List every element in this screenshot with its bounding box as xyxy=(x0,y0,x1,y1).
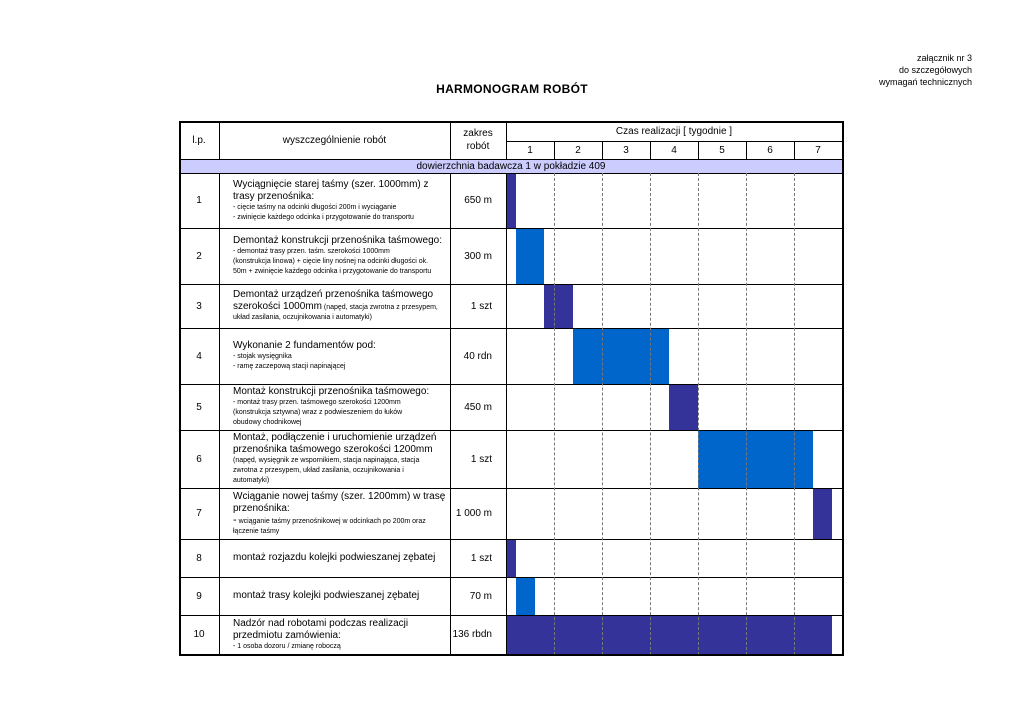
week-gridline xyxy=(794,173,795,655)
header-week-line xyxy=(698,141,699,159)
row-quantity: 70 m xyxy=(469,590,492,602)
row-divider xyxy=(179,228,843,229)
row-main-label: Wciąganie nowej taśmy (szer. 1200mm) w trasę przenośnika: xyxy=(233,490,446,514)
header-week-line xyxy=(650,141,651,159)
gantt-bar-3 xyxy=(544,284,573,328)
section-header: dowierzchnia badawcza 1 w pokładzie 409 xyxy=(180,159,842,173)
row-main-label: Demontaż urządzeń przenośnika taśmowego szerokości 1000mm xyxy=(233,289,434,312)
row-sub-text xyxy=(233,398,402,428)
row-sub-label: - cięcie taśmy na odcinki długości 200m i wyciąganie - zwinięcie każdego odcinka i przygotowanie do transportu xyxy=(233,203,414,221)
week-gridline xyxy=(602,173,603,655)
row-number: 8 xyxy=(196,552,202,564)
header-scope xyxy=(450,121,506,159)
row-divider xyxy=(179,328,843,329)
row-number: 2 xyxy=(196,250,202,262)
header-description: wyszczególnienie robót xyxy=(282,134,387,146)
row-main-text xyxy=(233,491,448,515)
row-sub-label: - demontaż trasy przen. taśm. szerokości 1000mm (konstrukcja linowa) + cięcie liny nośnej na odcinki długości ok. 50m + zwinięcie każdego odcinka i przygotowanie do transportu xyxy=(233,248,432,275)
row-main-label: Wykonanie 2 fundamentów pod: xyxy=(233,340,376,351)
frame-right xyxy=(842,121,844,656)
header-week-3: 3 xyxy=(623,144,629,156)
row-quantity: 450 m xyxy=(464,401,492,413)
row-divider xyxy=(179,284,843,285)
gantt-bar-2 xyxy=(516,228,545,284)
col-divider-lp xyxy=(219,121,220,159)
row-main-label: Montaż, podłączenie i uruchomienie urządzeń przenośnika taśmowego szerokości 1200mm xyxy=(233,432,437,455)
row-main-text xyxy=(233,432,448,456)
row-quantity: 1 szt xyxy=(470,300,492,312)
row-sub-label: - montaż trasy przen. taśmowego szerokości 1200mm (konstrukcja sztywna) wraz z podwieszeniem do łuków obudowy chodnikowej xyxy=(233,399,403,426)
row-sub-text xyxy=(233,352,345,372)
row-divider xyxy=(179,430,843,431)
schedule-table xyxy=(179,121,843,655)
header-bottom-line xyxy=(179,159,843,160)
header-week-6: 6 xyxy=(767,144,773,156)
header-time: Czas realizacji [ tygodnie ] xyxy=(615,125,733,137)
row-divider xyxy=(179,488,843,489)
row-quantity: 1 000 m xyxy=(455,508,492,519)
frame-bottom xyxy=(179,654,843,656)
gantt-bar-8 xyxy=(506,539,516,577)
header-scope-line1: zakres xyxy=(463,128,493,139)
header-week-line xyxy=(746,141,747,159)
col-divider-lp xyxy=(219,173,220,655)
row-sub-text xyxy=(233,203,414,223)
row-divider xyxy=(179,615,843,616)
row-main-label: Nadzór nad robotami podczas realizacji przedmiotu zamówienia: xyxy=(233,617,409,641)
row-quantity: 1 szt xyxy=(470,552,492,564)
row-sub-text xyxy=(233,456,419,486)
row-sub-text xyxy=(233,313,372,323)
row-divider xyxy=(179,577,843,578)
header-lp: l.p. xyxy=(192,134,206,146)
row-main-label: Demontaż konstrukcji przenośnika taśmowego: xyxy=(233,235,442,246)
col-divider-desc xyxy=(450,173,451,655)
row-number: 1 xyxy=(196,195,202,206)
row-main-text xyxy=(233,340,376,352)
row-main-text xyxy=(233,552,435,564)
row-number: 10 xyxy=(193,629,205,640)
gantt-bar-4 xyxy=(573,328,669,384)
row-sub-text xyxy=(233,247,431,277)
row-number: 4 xyxy=(196,350,202,362)
row-quantity: 300 m xyxy=(464,250,492,262)
row-sub-label: (napęd, wysięgnik ze wspornikiem, stacja napinająca, stacja zwrotna z przesypem, układ zasilania, oczujnikowania i automatyki) xyxy=(233,457,420,484)
row-main-label: Montaż konstrukcji przenośnika taśmowego: xyxy=(233,386,430,397)
row-main-text xyxy=(233,235,442,247)
row-number: 9 xyxy=(196,590,202,602)
row-main-suffix: (napęd, stacja zwrotna z przesypem, xyxy=(321,304,438,311)
week-gridline xyxy=(698,173,699,655)
row-sub-label: wciąganie taśmy przenośnikowej w odcinkach po 200m oraz łączenie taśmy xyxy=(233,517,426,535)
row-sub-text xyxy=(233,642,341,652)
header-week-line xyxy=(602,141,603,159)
row-number: 5 xyxy=(196,401,202,413)
gantt-bar-7 xyxy=(813,488,832,539)
header-week-4: 4 xyxy=(671,144,677,156)
row-main-text xyxy=(233,179,448,203)
header-week-7: 7 xyxy=(815,144,821,156)
row-number: 6 xyxy=(196,453,202,465)
row-quantity: 136 rbdn xyxy=(452,629,492,640)
col-divider-qty xyxy=(506,121,507,159)
row-number: 3 xyxy=(196,300,202,312)
row-quantity: 650 m xyxy=(464,195,492,206)
frame-left xyxy=(179,121,181,656)
row-sub-dash: - xyxy=(233,513,237,526)
header-week-line xyxy=(554,141,555,159)
week-gridline xyxy=(746,173,747,655)
gantt-bar-6 xyxy=(698,430,813,488)
attachment-line-2: do szczegółowych xyxy=(898,65,972,75)
header-week-2: 2 xyxy=(575,144,581,156)
header-week-line xyxy=(794,141,795,159)
row-quantity: 40 rdn xyxy=(463,350,492,362)
week-gridline xyxy=(554,173,555,655)
row-main-label: Wyciągnięcie starej taśmy (szer. 1000mm) z trasy przenośnika: xyxy=(233,178,429,202)
gantt-bar-9 xyxy=(516,577,535,615)
row-divider xyxy=(179,384,843,385)
row-sub-text xyxy=(233,515,426,537)
col-divider-qty xyxy=(506,173,507,655)
frame-top xyxy=(179,121,843,123)
page-title: HARMONOGRAM ROBÓT xyxy=(436,82,588,96)
section-bottom-line xyxy=(179,173,843,174)
col-divider-desc xyxy=(450,121,451,159)
row-number: 7 xyxy=(196,508,202,519)
row-divider xyxy=(179,539,843,540)
row-main-text xyxy=(233,386,429,398)
week-gridline xyxy=(650,173,651,655)
row-main-text xyxy=(233,590,419,602)
row-main-text xyxy=(233,618,448,642)
attachment-line-3: wymagań technicznych xyxy=(878,77,972,87)
row-sub-label: - stojak wysięgnika - ramę zaczepową stacji napinającej xyxy=(233,353,346,370)
attachment-line-1: załącznik nr 3 xyxy=(916,53,972,63)
header-week-1: 1 xyxy=(527,144,533,156)
row-sub-label: układ zasilania, oczujnikowania i automatyki) xyxy=(233,314,372,321)
header-scope-line2: robót xyxy=(466,141,490,152)
gantt-bar-1 xyxy=(506,173,516,228)
row-main-label: montaż rozjazdu kolejki podwieszanej zębatej xyxy=(233,552,436,563)
row-main-text xyxy=(233,289,448,313)
row-quantity: 1 szt xyxy=(470,453,492,465)
gantt-bar-5 xyxy=(669,384,698,430)
header-week-divider xyxy=(506,141,842,142)
row-sub-label: - 1 osoba dozoru / zmianę roboczą xyxy=(233,642,341,650)
header-week-5: 5 xyxy=(719,144,725,156)
row-main-label: montaż trasy kolejki podwieszanej zębatej xyxy=(233,590,420,601)
